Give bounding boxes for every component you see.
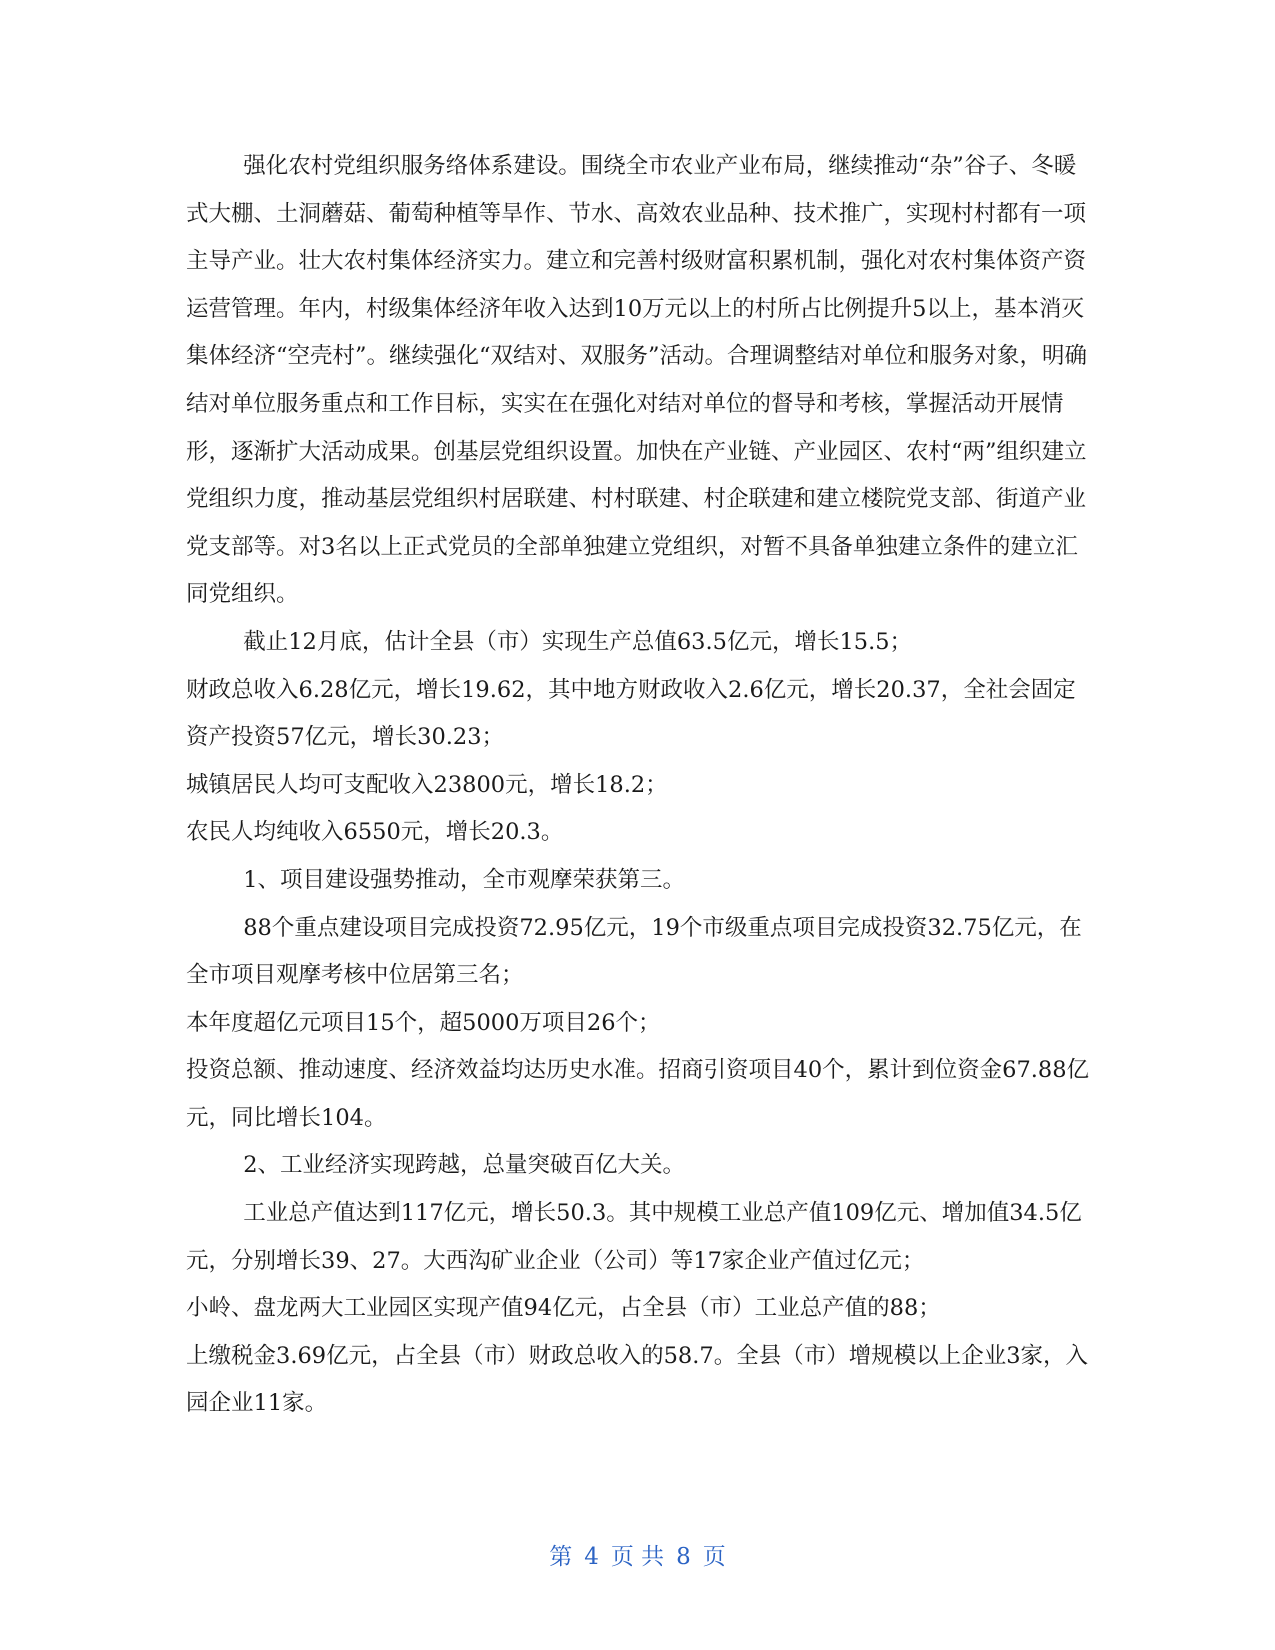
paragraph-taxes: 上缴税金3.69亿元，占全县（市）财政总收入的58.7。全县（市）增规模以上企业3家，入园企业11家。	[186, 1342, 1089, 1417]
heading-industrial-economy: 2、工业经济实现跨越，总量突破百亿大关。	[186, 1152, 686, 1179]
paragraph-industrial-parks: 小岭、盘龙两大工业园区实现产值94亿元，占全县（市）工业总产值的88；	[186, 1295, 941, 1322]
paragraph-investment: 投资总额、推动速度、经济效益均达历史水准。招商引资项目40个，累计到位资金67.88亿元，同比增长104。	[186, 1057, 1090, 1131]
paragraph-key-projects: 88个重点建设项目完成投资72.95亿元，19个市级重点项目完成投资32.75亿元，在全市项目观摩考核中位居第三名；	[186, 914, 1082, 989]
footer-total-pages: 8	[676, 1544, 691, 1570]
paragraph-urban-income: 城镇居民人均可支配收入23800元，增长18.2；	[186, 771, 668, 798]
paragraph-rural-party-organization: 强化农村党组织服务络体系建设。围绕全市农业产业布局，继续推动“杂”谷子、冬暖式大棚、土洞蘑菇、葡萄种植等旱作、节水、高效农业品种、技术推广，实现村村都有一项主导产业。壮大农村集体经济实力。建立和完善村级财富积累机制，强化对农村集体资产资运营管理。年内，村级集体经济年收入达到10万元以上的村所占比例提升5以上，基本消灭集体经济“空壳村”。继续强化“双结对、双服务”活动。合理调整结对单位和服务对象，明确结对单位服务重点和工作目标，实实在在强化对结对单位的督导和考核，掌握活动开展情形，逐渐扩大活动成果。创基层党组织设置。加快在产业链、产业园区、农村“两”组织建立党组织力度，推动基层党组织村居联建、村村联建、村企联建和建立楼院党支部、街道产业党支部等。对3名以上正式党员的全部单独建立党组织，对暂不具备单独建立条件的建立汇同党组织。	[186, 153, 1088, 608]
document-body	[186, 143, 1091, 1428]
paragraph-fiscal-revenue: 财政总收入6.28亿元，增长19.62，其中地方财政收入2.6亿元，增长20.37，全社会固定资产投资57亿元，增长30.23；	[186, 676, 1076, 751]
paragraph-industrial-output: 工业总产值达到117亿元，增长50.3。其中规模工业总产值109亿元、增加值34.5亿元，分别增长39、27。大西沟矿业企业（公司）等17家企业产值过亿元；	[186, 1200, 1082, 1274]
footer-suffix: 页	[702, 1544, 726, 1570]
paragraph-project-counts: 本年度超亿元项目15个，超5000万项目26个；	[186, 1009, 661, 1036]
footer-middle: 页 共	[610, 1544, 665, 1570]
page-footer	[0, 1538, 1275, 1571]
paragraph-gdp-summary: 截止12月底，估计全县（市）实现生产总值63.5亿元，增长15.5；	[186, 628, 913, 655]
paragraph-rural-income: 农民人均纯收入6550元，增长20.3。	[186, 819, 564, 846]
heading-project-construction: 1、项目建设强势推动，全市观摩荣获第三。	[186, 866, 686, 893]
footer-current-page: 4	[584, 1544, 599, 1570]
footer-prefix: 第	[549, 1544, 573, 1570]
